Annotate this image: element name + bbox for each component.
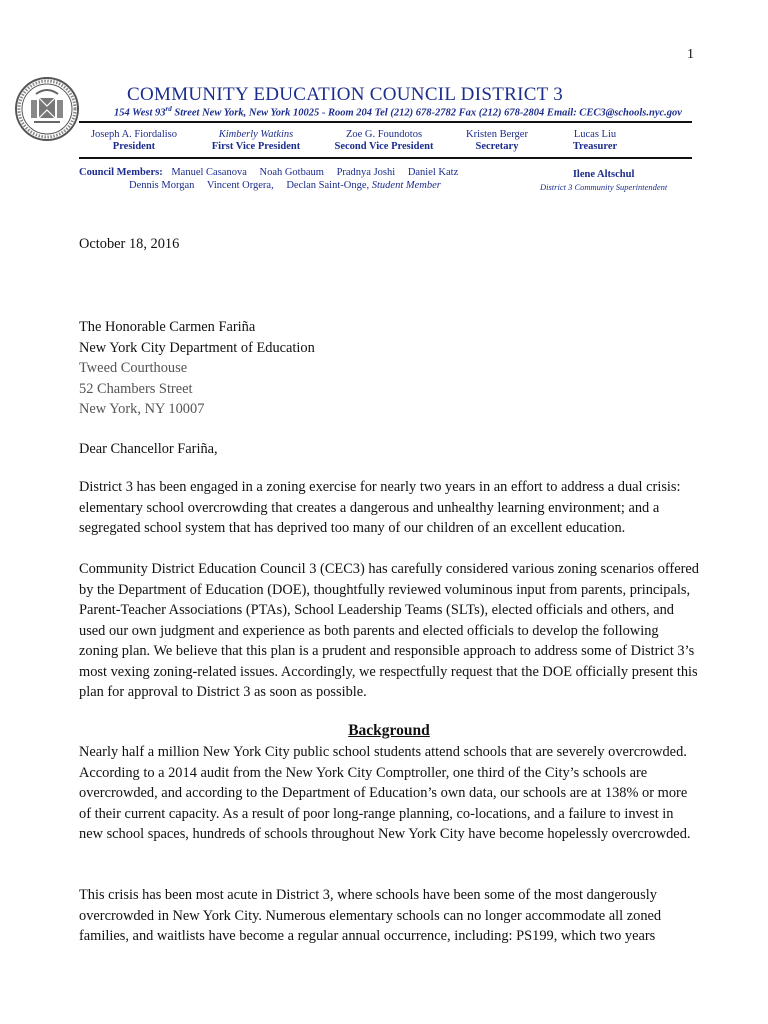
recipient-address-line: New York, NY 10007 [79, 401, 205, 417]
council-member: Declan Saint-Onge, [286, 180, 370, 191]
officer-treasurer: Lucas Liu Treasurer [572, 129, 618, 152]
recipient-address-line: Tweed Courthouse [79, 360, 188, 376]
letter-date: October 18, 2016 [79, 236, 180, 252]
paragraph-district3: This crisis has been most acute in District 3, where schools have been some of the most dangerously overcrowded in New York City. Numerous elementary schools can no longer accommodate all zoned families, and waitlists have become a regular annual occurrence, including: PS199, which two years [79, 887, 662, 944]
superintendent-title: District 3 Community Superintendent [540, 182, 668, 192]
section-heading-background: Background [348, 722, 430, 739]
council-members [79, 166, 468, 192]
council-member: Vincent Orgera, [206, 180, 274, 191]
council-member: Pradnya Joshi [336, 167, 396, 178]
council-member: Noah Gotbaum [259, 167, 324, 178]
recipient-address-line: 52 Chambers Street [79, 380, 193, 397]
officer-first-vice-president: Kimberly Watkins First Vice President [211, 129, 301, 152]
letterhead-rule-top [79, 121, 692, 123]
nyc-seal-logo [14, 76, 80, 142]
council-member: Manuel Casanova [171, 167, 247, 178]
student-member-label: Student Member [371, 180, 441, 191]
superintendent-block [540, 169, 667, 193]
page-number: 1 [687, 47, 694, 62]
paragraph-overcrowding: Nearly half a million New York City public school students attend schools that are severely overcrowded. According to a 2014 audit from the New York City Comptroller, one third of the City’s schools are overcrowded, and according to the Department of Education’s own data, our schools are at 138% or more of their current capacity. As a result of poor long-range planning, co-locations, and a failure to invest in new school spaces, hundreds of schools throughout New York City have become hopelessly overcrowded. [79, 744, 691, 842]
paragraph-dual-crisis: District 3 has been engaged in a zoning exercise for nearly two years in an effort to address a dual crisis: elementary school overcrowding that creates a dangerous and unhealthy learning environment; and a segregated school system that has deprived too many of our children of an excellent education. [79, 479, 681, 536]
officer-president: Joseph A. Fiordaliso President [90, 129, 178, 152]
superintendent-name: Ilene Altschul [572, 169, 635, 180]
officer-secretary: Kristen Berger Secretary [466, 129, 528, 152]
recipient-block [79, 317, 699, 420]
council-member: Daniel Katz [407, 167, 459, 178]
salutation: Dear Chancellor Fariña, [79, 441, 218, 457]
paragraph-zoning-plan: Community District Education Council 3 (CEC3) has carefully considered various zoning scenarios offered by the Department of Education (DOE), thoughtfully reviewed voluminous input from parents, principals, Parent-Teacher Associations (PTAs), School Leadership Teams (SLTs), elected officials and others, and used our own judgment and experience as both parents and elected officials to develop the following zoning plan. We believe that this plan is a prudent and responsible approach to address some of District 3’s most vexing zoning-related issues. Accordingly, we respectfully request that the DOE officially present this plan for approval to District 3 as soon as possible. [79, 561, 699, 700]
council-members-label: Council Members: [79, 167, 163, 178]
recipient-organization: New York City Department of Education [79, 339, 315, 356]
council-title: COMMUNITY EDUCATION COUNCIL DISTRICT 3 [127, 84, 564, 105]
letterhead-rule-bottom [79, 157, 692, 159]
council-address: 154 West 93rd Street New York, New York 10025 - Room 204 Tel (212) 678-2782 Fax (212) 678-2804 Email: CEC3@schools.nyc.gov [114, 105, 682, 119]
council-member: Dennis Morgan [129, 180, 195, 191]
officer-second-vice-president: Zoe G. Foundotos Second Vice President [334, 129, 434, 152]
recipient-name: The Honorable Carmen Fariña [79, 319, 256, 335]
